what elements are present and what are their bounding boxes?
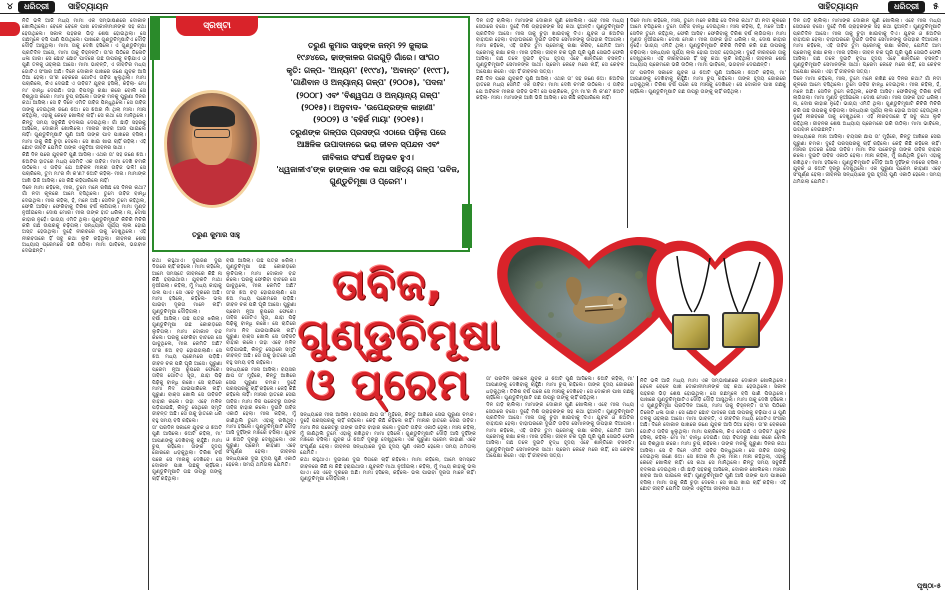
story-column-1 [22, 18, 146, 590]
author-bio [272, 40, 464, 189]
left-page-number: ୪ [7, 2, 13, 12]
bio-line: ଆଞ୍ଚଳିକ ଉପାଦାନରେ ଭରା ଜୀବନ ସ୍ପନ୍ଦନ ଏବଂ [296, 140, 440, 150]
bio-line: ଗୁଣ୍ଡୁଚିମୂଷା ଓ ପ୍ରେମ'। [329, 177, 407, 187]
story-paragraph: କିଛି ଦିନ ପରେ ଯୁବକଟି ପୁଣି ଆସିଲା। ଏଥର ତା' ସହ ଜଣେ ଝିଅ। ଝିଅଟିର ହାତରେ ମଧ୍ୟ ସେମିତି ଏକ ତାବିଜ। ମାମା ଦେଖି ଚମକି ଉଠିଲେ। ଏ ତାବିଜ ଯେ ଅବିକଳ ମୀନାର ତାବିଜ ଭଳି! ସେ ପଚାରିଲେ, ତୁମ ମା'ର ନାଁ କ'ଣ? ଝିଅଟି କହିଲା- ମୀନା। ମାମାଙ୍କ ଆଖି ଭିଜି ଆସିଲା। ସେ କିଛି କହିପାରିଲେ ନାହିଁ। [22, 152, 146, 184]
right-masthead-logo: ଧରିତ୍ରୀ [888, 1, 925, 13]
story-paragraph: ସନ୍ଧ୍ୟାରେ ମୀନା ଆସିଲା। ବୟସର ଛାପ ତା' ମୁହଁରେ, କିନ୍ତୁ ଆଖିରେ ସେଇ ପୁରୁଣା ଚମକ। ଦୁହେଁ ପରସ୍ପରକୁ ଚାହିଁ ରହିଲେ। କେହି କିଛି କହିଲେ ନାହିଁ। ମୀନାର ହାତରେ ସେଇ ତାବିଜ। ମାମା ନିଜ ପକେଟରୁ ତାଙ୍କ ତାବିଜ ବାହାର କଲେ। ଦୁଇଟି ତାବିଜ ଏକାଠି ହେଲା। ମୀନା କହିଲା, ମୁଁ ଜାଣିଥିଲି ତୁମେ ଏହାକୁ ରଖିଥିବ। ମାମା ହସିଲେ। ଗୁଣ୍ଡୁଚିମୂଷାଟି ଦୌଡ଼ି ଆସି ଦୁହିଁଙ୍କ ମଝିରେ ବସିଲା। ଯୁବକ ଓ ଝିଅଟି ଦୂରରୁ ଦେଖୁଥିଲେ। ଏକ ପୁରୁଣା ପ୍ରେମ କାହାଣୀ ଏବେ ସଂପୂର୍ଣ୍ଣ ହେଲା। ଜୀବନର ସନ୍ଧ୍ୟାରେ ଦୁଇ ହୃଦୟ ପୁଣି ଏକାଠି ହେଲେ। ସମୟ ଥମିଗଲା ଯେମିତି। [793, 134, 941, 185]
story-paragraph: ଦିନେ ମାମା କହିଲେ, ମୀନା, ତୁମେ ମନେ ରଖିଛ ସେ ଦିନର କଥା? ଗାଁ ନଦୀ କୂଳରେ ଆମେ ବସିଥିଲେ। ତୁମେ ତାବିଜ ବାନ୍ଧି ଦେଇଥିଲ। ମୀନା କହିଲା, ହଁ, ମନେ ଅଛି। ସେଦିନ ତୁମେ କହିଥିଲ, ଫେରି ଆସିବ। ଫେରିବାକୁ ତିରିଶ ବର୍ଷ ଲାଗିଗଲା। ମାମା ମୁଣ୍ଡ ନୁଆଁଇଲେ। ଦୋଷ ମୋର। ମୀନା ତାଙ୍କ ହାତ ଧରିଲା। ନା, ଦୋଷ କାହାର ନୁହେଁ। ଭାଗ୍ୟ ଏମିତି ଥିଲା। ଗୁଣ୍ଡୁଚିମୂଷାଟି କିଚିରି ମିଚିରି କରି ଗଛ ଉପରକୁ ଚଢ଼ିଗଲା। ସନ୍ଧ୍ୟାର ସୂର୍ଯ୍ୟ ଲାଲ ହୋଇ ଅସ୍ତ ହେଉଥିଲା। ଦୁହେଁ ନୀରବରେ ତାକୁ ଦେଖୁଥିଲେ। ଏହି ନୀରବତାରେ ହିଁ ସବୁ କଥା ଲୁଚି ରହିଥିଲା। ଜୀବନର ଶେଷ ଅଧ୍ୟାୟ ପ୍ରେମରେ ଭରି ଉଠିଲା। ମାମା ଭାବିଲେ, ଭଗବାନ ଦେଇଛନ୍ତି। [793, 76, 941, 133]
story-column-2 [152, 258, 222, 590]
profile-accent-bar [150, 16, 160, 60]
amulet-pendant-icon [672, 314, 710, 350]
profile-banner: ସ୍ରଷ୍ଟା [176, 16, 258, 36]
story-column-4 [300, 412, 476, 590]
author-portrait [164, 90, 260, 208]
section-corner-tab [0, 22, 20, 36]
bio-line: (୨୦୧୫)। ଅନୁବାଦ- 'ଉପେନ୍ଦ୍ରଙ୍କ କାହାଣୀ' [300, 103, 436, 113]
bio-line: ତରୁଣଙ୍କ ଗଳ୍ପର ପ୍ରସଙ୍ଗ ଏଠାରେ ପଢ଼ିଲା ପରେ [290, 127, 446, 137]
story-paragraph: କଥା କହୁଥାଏ। ଦୁଇଜଣ ଦୁଇ ଦିଗରେ ଚାହିଁ ରହିଲେ। ମାମା କହିଲେ, ଆମେ ସମସ୍ତେ ଜୀବନରେ କିଛି ନା କିଛି ହରାଇଥାଉ। ଯୁବକଟି ମାଥା ନୁଆଁଇଲା। କହିଲା, ମୁଁ ମଧ୍ୟ କାହାକୁ ଭଲ ପାଏ। ସେ ଏବେ ଦୂରରେ ଅଛି। ମାମା ହସିଲେ, କହିଲେ- ଭଲ ପାଇବା ଦୂରତା ମାନେ ନାହିଁ। ଗୁଣ୍ଡୁଚିମୂଷା ଦୌଡ଼ିଗଲା। [152, 258, 222, 315]
story-paragraph: ଦିନ ଗଡ଼ି ଚାଲିଲା। ମାମାଙ୍କ ଦୋକାନ ପୁଣି ଖୋଲିଲା। ଏବେ ମୀନା ମଧ୍ୟ ସେଠାରେ ବସେ। ଦୁହେଁ ମିଶି ଗ୍ରାହକଙ୍କ ସହ କଥା ହୁଅନ୍ତି। ଗୁଣ୍ଡୁଚିମୂଷାଟି ପ୍ରତିଦିନ ଆସେ। ମୀନା ତାକୁ ଚୁଡ଼ା ଖାଇବାକୁ ଦିଏ। ଯୁବକ ଓ ଝିଅଟିର ବାହାଘର ହେଲା। ବାହାଘରରେ ଦୁଇଟି ତାବିଜ ସେମାନଙ୍କୁ ଉପହାର ଦିଆଗଲା। ମାମା କହିଲେ, ଏହି ତାବିଜ ତୁମ ପ୍ରେମକୁ ରକ୍ଷା କରିବ, ଯେମିତି ଆମ ପ୍ରେମକୁ ରକ୍ଷା କଲା। ମୀନା ହସିଲା। ଜୀବନ ଚକ ଘୂରି ଘୂରି ପୁଣି ସେଇଠି ଫେରି ଆସିଲା। ଗଛ ତଳେ ଦୁଇଟି ବୃଦ୍ଧ ହୃଦୟ ଏବେ ଶାନ୍ତିରେ ବସନ୍ତି। ଗୁଣ୍ଡୁଚିମୂଷାଟି ସେମାନଙ୍କ ସାଥୀ। ପ୍ରେମ କେବେ ମରେ ନାହିଁ, ସେ କେବଳ ଅପେକ୍ଷା କରେ। ଏହା ହିଁ ଜୀବନର ସତ୍ୟ। [793, 18, 941, 75]
story-column-3 [226, 258, 296, 590]
story-column-8 [640, 378, 786, 590]
title-line: ତାବିଜ, [332, 260, 444, 309]
bio-line: (୨୦୦୨) ଓ 'ବହିର୍ଜ ମାୟା' (୨୦୧୫)। [312, 115, 424, 125]
story-paragraph: ଦିନେ ମାମା କହିଲେ, ମୀନା, ତୁମେ ମନେ ରଖିଛ ସେ ଦିନର କଥା? ଗାଁ ନଦୀ କୂଳରେ ଆମେ ବସିଥିଲେ। ତୁମେ ତାବିଜ ବାନ୍ଧି ଦେଇଥିଲ। ମୀନା କହିଲା, ହଁ, ମନେ ଅଛି। ସେଦିନ ତୁମେ କହିଥିଲ, ଫେରି ଆସିବ। ଫେରିବାକୁ ତିରିଶ ବର୍ଷ ଲାଗିଗଲା। ମାମା ମୁଣ୍ଡ ନୁଆଁଇଲେ। ଦୋଷ ମୋର। ମୀନା ତାଙ୍କ ହାତ ଧରିଲା। ନା, ଦୋଷ କାହାର ନୁହେଁ। ଭାଗ୍ୟ ଏମିତି ଥିଲା। ଗୁଣ୍ଡୁଚିମୂଷାଟି କିଚିରି ମିଚିରି କରି ଗଛ ଉପରକୁ ଚଢ଼ିଗଲା। ସନ୍ଧ୍ୟାର ସୂର୍ଯ୍ୟ ଲାଲ ହୋଇ ଅସ୍ତ ହେଉଥିଲା। ଦୁହେଁ ନୀରବରେ ତାକୁ ଦେଖୁଥିଲେ। ଏହି ନୀରବତାରେ ହିଁ ସବୁ କଥା ଲୁଚି ରହିଥିଲା। ଜୀବନର ଶେଷ ଅଧ୍ୟାୟ ପ୍ରେମରେ ଭରି ଉଠିଲା। ମାମା ଭାବିଲେ, ଭଗବାନ ଦେଇଛନ୍ତି। [630, 18, 786, 69]
bio-line: କୃତି: ଗଳ୍ପ- 'ଅନ୍ୟମ' (୧୯୯୪), 'ଅବାନ୍ତ' (୧୯୯୮), [286, 65, 450, 75]
story-paragraph: ଦିନେ ମାମା କହିଲେ, ମୀନା, ତୁମେ ମନେ ରଖିଛ ସେ ଦିନର କଥା? ଗାଁ ନଦୀ କୂଳରେ ଆମେ ବସିଥିଲେ। ତୁମେ ତାବିଜ ବାନ୍ଧି ଦେଇଥିଲ। ମୀନା କହିଲା, ହଁ, ମନେ ଅଛି। ସେଦିନ ତୁମେ କହିଥିଲ, ଫେରି ଆସିବ। ଫେରିବାକୁ ତିରିଶ ବର୍ଷ ଲାଗିଗଲା। ମାମା ମୁଣ୍ଡ ନୁଆଁଇଲେ। ଦୋଷ ମୋର। ମୀନା ତାଙ୍କ ହାତ ଧରିଲା। ନା, ଦୋଷ କାହାର ନୁହେଁ। ଭାଗ୍ୟ ଏମିତି ଥିଲା। ଗୁଣ୍ଡୁଚିମୂଷାଟି କିଚିରି ମିଚିରି କରି ଗଛ ଉପରକୁ ଚଢ଼ିଗଲା। ସନ୍ଧ୍ୟାର ସୂର୍ଯ୍ୟ ଲାଲ ହୋଇ ଅସ୍ତ ହେଉଥିଲା। ଦୁହେଁ ନୀରବରେ ତାକୁ ଦେଖୁଥିଲେ। ଏହି ନୀରବତାରେ ହିଁ ସବୁ କଥା ଲୁଚି ରହିଥିଲା। ଜୀବନର ଶେଷ ଅଧ୍ୟାୟ ପ୍ରେମରେ ଭରି ଉଠିଲା। ମାମା ଭାବିଲେ, ଭଗବାନ ଦେଇଛନ୍ତି। [22, 184, 146, 255]
story-column-9 [793, 18, 941, 580]
story-paragraph: ସନ୍ଧ୍ୟାରେ ମୀନା ଆସିଲା। ବୟସର ଛାପ ତା' ମୁହଁରେ, କିନ୍ତୁ ଆଖିରେ ସେଇ ପୁରୁଣା ଚମକ। ଦୁହେଁ ପରସ୍ପରକୁ ଚାହିଁ ରହିଲେ। କେହି କିଛି କହିଲେ ନାହିଁ। ମୀନାର ହାତରେ ସେଇ ତାବିଜ। ମାମା ନିଜ ପକେଟରୁ ତାଙ୍କ ତାବିଜ ବାହାର କଲେ। ଦୁଇଟି ତାବିଜ ଏକାଠି ହେଲା। ମୀନା କହିଲା, ମୁଁ ଜାଣିଥିଲି ତୁମେ ଏହାକୁ ରଖିଥିବ। ମାମା ହସିଲେ। ଗୁଣ୍ଡୁଚିମୂଷାଟି ଦୌଡ଼ି ଆସି ଦୁହିଁଙ୍କ ମଝିରେ ବସିଲା। ଯୁବକ ଓ ଝିଅଟି ଦୂରରୁ ଦେଖୁଥିଲେ। ଏକ ପୁରୁଣା ପ୍ରେମ କାହାଣୀ ଏବେ ସଂପୂର୍ଣ୍ଣ ହେଲା। ଜୀବନର ସନ୍ଧ୍ୟାରେ ଦୁଇ ହୃଦୟ ପୁଣି ଏକାଠି ହେଲେ। ସମୟ ଥମିଗଲା ଯେମିତି। [300, 412, 476, 457]
page-footer-number: ପୃଷ୍ଠା-୫ [917, 582, 941, 590]
column-rule [627, 18, 628, 228]
heart-amulet-image [642, 228, 788, 378]
bio-line: ଜୀବିକାର ସଂଘର୍ଷ ଅନୁଭବ ହୁଏ। [322, 152, 414, 162]
story-paragraph: ନିତି ଭଳି ଆଜି ମଧ୍ୟ ମାମା ଏକ ସମ୍ଭାଷଣରେ ଦୋକାନ ଖୋଲିଥିଲେ। ବେଳେ ବେଳେ ପାଖ ଦୋକାନୀମାନଙ୍କ ସହ କଥା ହେଉଥିଲେ। ସକାଳ ପହରର ଭିଡ଼ ଶେଷ ହୋଇଥିଲା। ସେ ଗଛମୂଳେ ବସି ପାଣି ପିଉଥିଲେ। ପାଖରେ ଗୁଣ୍ଡୁଚିମୂଷାଟିଏ ଦୌଡ଼ି ଦୌଡ଼ି ଆସୁଥିଲା। ମାମା ତାକୁ ଦେଖି ହସିଲେ। ଏ ଗୁଣ୍ଡୁଚିମୂଷା ପ୍ରତିଦିନ ଆସେ, ମାମା ତାକୁ ଚିହ୍ନନ୍ତି। ତା'ର ପିଠିରେ ତିନୋଟି ଧଳା ଗାର। ସେ ଛୋଟ ଛୋଟ ପାଦରେ ଗଛ ଉପରକୁ ଚଢ଼ିଯାଏ ଓ ପୁଣି ତଳକୁ ଓହ୍ଲାଇ ଆସେ। ମାମା ଭାବନ୍ତି, ଏ ଜୀବଟିର ମଧ୍ୟ ଗୋଟିଏ ସଂସାର ଅଛି। ଦିନେ ଦୋକାନ ପାଖରେ ଜଣେ ଯୁବକ ଆସି ଠିଆ ହେଲା। ତା'ର ବେକରେ ଗୋଟିଏ ତାବିଜ ଝୁଲୁଥିଲା। ମାମା ପଚାରିଲେ, କିଏ ଦେଇଛି ଏ ତାବିଜ? ଯୁବକ ହସିଲା, କହିଲା- ମୋ ମା' ବାନ୍ଧି ଦେଇଛି। ତାହା ବିପଦରୁ ରକ୍ଷା କରେ ବୋଲି ସେ ବିଶ୍ୱାସ କରେ। ମାମା ଚୁପ୍ ରହିଲେ। ତାଙ୍କ ମନକୁ ପୁରୁଣା ଦିନର କଥା ଆସିଲା। ସେ ବି ଦିନେ ଏମିତି ତାବିଜ ପିନ୍ଧୁଥିଲେ। ସେ ତାବିଜ ତାଙ୍କୁ ଦେଇଥିଲା ଜଣେ ଝିଅ। ସେ ଝିଅର ନାଁ ଥିଲା ମୀନା। ମୀନା କହିଥିଲା, ଏହାକୁ କେବେ ଖୋଲିବ ନାହିଁ। ସେ କଥା ସେ ମାନିଥିଲେ। କିନ୍ତୁ ସମୟ ସବୁକିଛି ବଦଳାଇ ଦେଇଥିଲା। ଗାଁ ଛାଡ଼ି ସହରକୁ ଆସିଲେ, ଦୋକାନ ଖୋଲିଲେ। ମୀନାର ଖବର ଆଉ ପାଇଲେ ନାହିଁ। ଗୁଣ୍ଡୁଚିମୂଷାଟି ପୁଣି ଆସି ତାଙ୍କ ପାଦ ପାଖରେ ବସିଲା। ମାମା ତାକୁ କିଛି ଚୁଡ଼ା ଦେଲେ। ସେ ଖାଇ ଖାଇ ଚାହିଁ ରହିଲା। ଏହି ଛୋଟ ଜୀବଟି ଯେମିତି ତାଙ୍କ ଏକୁଟିଆ ଜୀବନର ସାଥୀ। [640, 378, 786, 492]
left-masthead-logo: ଧରିତ୍ରୀ [18, 1, 55, 13]
story-paragraph: ବର୍ଷା ଆସିଲା। ଗଛ ପତ୍ର ଝରିଲା। ଗୁଣ୍ଡୁଚିମୂଷା ଗଛ କୋରଡ଼ରେ ଲୁଚିଗଲା। ମାମା ଦୋକାନ ବନ୍ଦ କଲେ। ଘରକୁ ଫେରିବା ବାଟରେ ସେ ଭାବୁଥିଲେ, ମୀନା କେମିତି ଅଛି? ତା'ର ଝିଅ ବଡ଼ ହୋଇଗଲାଣି। ସେ ଝିଅ ମଧ୍ୟ ପ୍ରେମରେ ପଡ଼ିଛି। ଜୀବନ ଚକ ପରି ଘୂରି ଆସେ। ପୁରୁଣା ପ୍ରେମ ନୂଆ ରୂପରେ ଫେରେ। ତାବିଜ ଗୋଟିଏ ସୂତା, ଯାହା ପିଢ଼ି ପିଢ଼ିକୁ ବାନ୍ଧି ରଖେ। ସେ ରାତିରେ ମାମା ନିଦ ଯାଇପାରିଲେ ନାହିଁ। ପୁରୁଣା ବାକ୍ସ ଖୋଲି ସେ ତାବିଜଟି ବାହାର କଲେ। ତାହା ଏବେ ମଳିନ ପଡ଼ିଯାଇଛି, କିନ୍ତୁ ସେଥିରେ ସ୍ମୃତି ଜୀବନ୍ତ ଅଛି। ସେ ତାକୁ ହାତରେ ଧରି ବହୁ ସମୟ ବସି ରହିଲେ। [226, 258, 296, 366]
author-profile-box [152, 16, 470, 252]
bio-line: ୧୯୬୪ରେ, ଢାଙ୍କାଳର ଗରଗୁଡ଼ି ଗାଁରେ। ସାଂଗଠ [296, 53, 440, 63]
column-rule [637, 376, 638, 590]
story-paragraph: କିଛି ଦିନ ପରେ ଯୁବକଟି ପୁଣି ଆସିଲା। ଏଥର ତା' ସହ ଜଣେ ଝିଅ। ଝିଅଟିର ହାତରେ ମଧ୍ୟ ସେମିତି ଏକ ତାବିଜ। ମାମା ଦେଖି ଚମକି ଉଠିଲେ। ଏ ତାବିଜ ଯେ ଅବିକଳ ମୀନାର ତାବିଜ ଭଳି! ସେ ପଚାରିଲେ, ତୁମ ମା'ର ନାଁ କ'ଣ? ଝିଅଟି କହିଲା- ମୀନା। ମାମାଙ୍କ ଆଖି ଭିଜି ଆସିଲା। ସେ କିଛି କହିପାରିଲେ ନାହିଁ। [476, 76, 624, 102]
page-header [0, 0, 945, 14]
right-section-title: ସାହିତ୍ୟାୟନ [818, 2, 859, 12]
story-column-6 [630, 18, 786, 232]
left-section-title: ସାହିତ୍ୟାୟନ [68, 2, 109, 12]
column-rule [789, 18, 790, 590]
author-name-caption: ତରୁଣ କୁମାର ସାହୁ [191, 231, 240, 239]
story-paragraph: ବର୍ଷା ଆସିଲା। ଗଛ ପତ୍ର ଝରିଲା। ଗୁଣ୍ଡୁଚିମୂଷା ଗଛ କୋରଡ଼ରେ ଲୁଚିଗଲା। ମାମା ଦୋକାନ ବନ୍ଦ କଲେ। ଘରକୁ ଫେରିବା ବାଟରେ ସେ ଭାବୁଥିଲେ, ମୀନା କେମିତି ଅଛି? ତା'ର ଝିଅ ବଡ଼ ହୋଇଗଲାଣି। ସେ ଝିଅ ମଧ୍ୟ ପ୍ରେମରେ ପଡ଼ିଛି। ଜୀବନ ଚକ ପରି ଘୂରି ଆସେ। ପୁରୁଣା ପ୍ରେମ ନୂଆ ରୂପରେ ଫେରେ। ତାବିଜ ଗୋଟିଏ ସୂତା, ଯାହା ପିଢ଼ି ପିଢ଼ିକୁ ବାନ୍ଧି ରଖେ। ସେ ରାତିରେ ମାମା ନିଦ ଯାଇପାରିଲେ ନାହିଁ। ପୁରୁଣା ବାକ୍ସ ଖୋଲି ସେ ତାବିଜଟି ବାହାର କଲେ। ତାହା ଏବେ ମଳିନ ପଡ଼ିଯାଇଛି, କିନ୍ତୁ ସେଥିରେ ସ୍ମୃତି ଜୀବନ୍ତ ଅଛି। ସେ ତାକୁ ହାତରେ ଧରି ବହୁ ସମୟ ବସି ରହିଲେ। [152, 316, 222, 424]
story-paragraph: ତା' ପରଦିନ ସକାଳେ ଯୁବକ ଓ ଝିଅଟି ପୁଣି ଆସିଲେ। ଝିଅଟି କହିଲା, ମା' ଆପଣଙ୍କୁ ଦେଖିବାକୁ ଚାହୁଁଛି। ମାମା ଚୁପ୍ ରହିଲେ। ତାଙ୍କ ହୃଦୟ ଜୋରରେ ଧଡ଼କୁଥିଲା। ତିରିଶ ବର୍ଷ ପରେ ସେ ମୀନାକୁ ଦେଖିବେ। ସେ ଦୋକାନ ପାଖ ଗଛକୁ ଚାହିଁଲେ। ଗୁଣ୍ଡୁଚିମୂଷାଟି ଗଛ ଉପରୁ ତାଙ୍କୁ ଚାହିଁ ରହିଥିଲା। [486, 376, 634, 402]
story-paragraph: ଦିନ ଗଡ଼ି ଚାଲିଲା। ମାମାଙ୍କ ଦୋକାନ ପୁଣି ଖୋଲିଲା। ଏବେ ମୀନା ମଧ୍ୟ ସେଠାରେ ବସେ। ଦୁହେଁ ମିଶି ଗ୍ରାହକଙ୍କ ସହ କଥା ହୁଅନ୍ତି। ଗୁଣ୍ଡୁଚିମୂଷାଟି ପ୍ରତିଦିନ ଆସେ। ମୀନା ତାକୁ ଚୁଡ଼ା ଖାଇବାକୁ ଦିଏ। ଯୁବକ ଓ ଝିଅଟିର ବାହାଘର ହେଲା। ବାହାଘରରେ ଦୁଇଟି ତାବିଜ ସେମାନଙ୍କୁ ଉପହାର ଦିଆଗଲା। ମାମା କହିଲେ, ଏହି ତାବିଜ ତୁମ ପ୍ରେମକୁ ରକ୍ଷା କରିବ, ଯେମିତି ଆମ ପ୍ରେମକୁ ରକ୍ଷା କଲା। ମୀନା ହସିଲା। ଜୀବନ ଚକ ଘୂରି ଘୂରି ପୁଣି ସେଇଠି ଫେରି ଆସିଲା। ଗଛ ତଳେ ଦୁଇଟି ବୃଦ୍ଧ ହୃଦୟ ଏବେ ଶାନ୍ତିରେ ବସନ୍ତି। ଗୁଣ୍ଡୁଚିମୂଷାଟି ସେମାନଙ୍କ ସାଥୀ। ପ୍ରେମ କେବେ ମରେ ନାହିଁ, ସେ କେବଳ ଅପେକ୍ଷା କରେ। ଏହା ହିଁ ଜୀବନର ସତ୍ୟ। [486, 402, 634, 460]
profile-accent-bar [462, 204, 472, 248]
story-title [298, 260, 501, 410]
bio-line: (୨୦୦୮) ଏବଂ 'ବିଶ୍ୱପଥ ଓ ଅନ୍ୟାନ୍ୟ ଗଳ୍ପ' [295, 90, 441, 100]
amulet-pendant-icon [722, 312, 760, 348]
story-paragraph: ନିତି ଭଳି ଆଜି ମଧ୍ୟ ମାମା ଏକ ସମ୍ଭାଷଣରେ ଦୋକାନ ଖୋଲିଥିଲେ। ବେଳେ ବେଳେ ପାଖ ଦୋକାନୀମାନଙ୍କ ସହ କଥା ହେଉଥିଲେ। ସକାଳ ପହରର ଭିଡ଼ ଶେଷ ହୋଇଥିଲା। ସେ ଗଛମୂଳେ ବସି ପାଣି ପିଉଥିଲେ। ପାଖରେ ଗୁଣ୍ଡୁଚିମୂଷାଟିଏ ଦୌଡ଼ି ଦୌଡ଼ି ଆସୁଥିଲା। ମାମା ତାକୁ ଦେଖି ହସିଲେ। ଏ ଗୁଣ୍ଡୁଚିମୂଷା ପ୍ରତିଦିନ ଆସେ, ମାମା ତାକୁ ଚିହ୍ନନ୍ତି। ତା'ର ପିଠିରେ ତିନୋଟି ଧଳା ଗାର। ସେ ଛୋଟ ଛୋଟ ପାଦରେ ଗଛ ଉପରକୁ ଚଢ଼ିଯାଏ ଓ ପୁଣି ତଳକୁ ଓହ୍ଲାଇ ଆସେ। ମାମା ଭାବନ୍ତି, ଏ ଜୀବଟିର ମଧ୍ୟ ଗୋଟିଏ ସଂସାର ଅଛି। ଦିନେ ଦୋକାନ ପାଖରେ ଜଣେ ଯୁବକ ଆସି ଠିଆ ହେଲା। ତା'ର ବେକରେ ଗୋଟିଏ ତାବିଜ ଝୁଲୁଥିଲା। ମାମା ପଚାରିଲେ, କିଏ ଦେଇଛି ଏ ତାବିଜ? ଯୁବକ ହସିଲା, କହିଲା- ମୋ ମା' ବାନ୍ଧି ଦେଇଛି। ତାହା ବିପଦରୁ ରକ୍ଷା କରେ ବୋଲି ସେ ବିଶ୍ୱାସ କରେ। ମାମା ଚୁପ୍ ରହିଲେ। ତାଙ୍କ ମନକୁ ପୁରୁଣା ଦିନର କଥା ଆସିଲା। ସେ ବି ଦିନେ ଏମିତି ତାବିଜ ପିନ୍ଧୁଥିଲେ। ସେ ତାବିଜ ତାଙ୍କୁ ଦେଇଥିଲା ଜଣେ ଝିଅ। ସେ ଝିଅର ନାଁ ଥିଲା ମୀନା। ମୀନା କହିଥିଲା, ଏହାକୁ କେବେ ଖୋଲିବ ନାହିଁ। ସେ କଥା ସେ ମାନିଥିଲେ। କିନ୍ତୁ ସମୟ ସବୁକିଛି ବଦଳାଇ ଦେଇଥିଲା। ଗାଁ ଛାଡ଼ି ସହରକୁ ଆସିଲେ, ଦୋକାନ ଖୋଲିଲେ। ମୀନାର ଖବର ଆଉ ପାଇଲେ ନାହିଁ। ଗୁଣ୍ଡୁଚିମୂଷାଟି ପୁଣି ଆସି ତାଙ୍କ ପାଦ ପାଖରେ ବସିଲା। ମାମା ତାକୁ କିଛି ଚୁଡ଼ା ଦେଲେ। ସେ ଖାଇ ଖାଇ ଚାହିଁ ରହିଲା। ଏହି ଛୋଟ ଜୀବଟି ଯେମିତି ତାଙ୍କ ଏକୁଟିଆ ଜୀବନର ସାଥୀ। [22, 18, 146, 151]
bio-line: ତରୁଣ କୁମାର ସାହୁଙ୍କ ଜନ୍ମ ୨୨ ଜୁଲାଇ [307, 41, 429, 50]
story-paragraph: କଥା କହୁଥାଏ। ଦୁଇଜଣ ଦୁଇ ଦିଗରେ ଚାହିଁ ରହିଲେ। ମାମା କହିଲେ, ଆମେ ସମସ୍ତେ ଜୀବନରେ କିଛି ନା କିଛି ହରାଇଥାଉ। ଯୁବକଟି ମାଥା ନୁଆଁଇଲା। କହିଲା, ମୁଁ ମଧ୍ୟ କାହାକୁ ଭଲ ପାଏ। ସେ ଏବେ ଦୂରରେ ଅଛି। ମାମା ହସିଲେ, କହିଲେ- ଭଲ ପାଇବା ଦୂରତା ମାନେ ନାହିଁ। ଗୁଣ୍ଡୁଚିମୂଷା ଦୌଡ଼ିଗଲା। [300, 457, 476, 483]
title-line: ଗୁଣ୍ଡୁଚିମୂଷା [298, 310, 501, 359]
column-rule [148, 18, 149, 590]
story-paragraph: ଦିନ ଗଡ଼ି ଚାଲିଲା। ମାମାଙ୍କ ଦୋକାନ ପୁଣି ଖୋଲିଲା। ଏବେ ମୀନା ମଧ୍ୟ ସେଠାରେ ବସେ। ଦୁହେଁ ମିଶି ଗ୍ରାହକଙ୍କ ସହ କଥା ହୁଅନ୍ତି। ଗୁଣ୍ଡୁଚିମୂଷାଟି ପ୍ରତିଦିନ ଆସେ। ମୀନା ତାକୁ ଚୁଡ଼ା ଖାଇବାକୁ ଦିଏ। ଯୁବକ ଓ ଝିଅଟିର ବାହାଘର ହେଲା। ବାହାଘରରେ ଦୁଇଟି ତାବିଜ ସେମାନଙ୍କୁ ଉପହାର ଦିଆଗଲା। ମାମା କହିଲେ, ଏହି ତାବିଜ ତୁମ ପ୍ରେମକୁ ରକ୍ଷା କରିବ, ଯେମିତି ଆମ ପ୍ରେମକୁ ରକ୍ଷା କଲା। ମୀନା ହସିଲା। ଜୀବନ ଚକ ଘୂରି ଘୂରି ପୁଣି ସେଇଠି ଫେରି ଆସିଲା। ଗଛ ତଳେ ଦୁଇଟି ବୃଦ୍ଧ ହୃଦୟ ଏବେ ଶାନ୍ତିରେ ବସନ୍ତି। ଗୁଣ୍ଡୁଚିମୂଷାଟି ସେମାନଙ୍କ ସାଥୀ। ପ୍ରେମ କେବେ ମରେ ନାହିଁ, ସେ କେବଳ ଅପେକ୍ଷା କରେ। ଏହା ହିଁ ଜୀବନର ସତ୍ୟ। [476, 18, 624, 75]
title-line: ଓ ପ୍ରେମ [305, 360, 471, 409]
bio-line: 'ଗାଣିବାନ ଓ ଅନ୍ୟାନ୍ୟ ଗଳ୍ପ' (୨୦୦୫), 'ପଦନା' [290, 78, 446, 88]
story-paragraph: ତା' ପରଦିନ ସକାଳେ ଯୁବକ ଓ ଝିଅଟି ପୁଣି ଆସିଲେ। ଝିଅଟି କହିଲା, ମା' ଆପଣଙ୍କୁ ଦେଖିବାକୁ ଚାହୁଁଛି। ମାମା ଚୁପ୍ ରହିଲେ। ତାଙ୍କ ହୃଦୟ ଜୋରରେ ଧଡ଼କୁଥିଲା। ତିରିଶ ବର୍ଷ ପରେ ସେ ମୀନାକୁ ଦେଖିବେ। ସେ ଦୋକାନ ପାଖ ଗଛକୁ ଚାହିଁଲେ। ଗୁଣ୍ଡୁଚିମୂଷାଟି ଗଛ ଉପରୁ ତାଙ୍କୁ ଚାହିଁ ରହିଥିଲା। [152, 424, 222, 482]
story-column-5 [476, 18, 624, 228]
bio-line: 'ଧ୍ୱଜାଳୀଏ'ଙ୍କ ଢାଙ୍କାଳ ଏକ କଥା ସାହିତ୍ୟ ଗଳ୍ପ 'ତାବିଜ, [276, 165, 460, 175]
story-paragraph: ତା' ପରଦିନ ସକାଳେ ଯୁବକ ଓ ଝିଅଟି ପୁଣି ଆସିଲେ। ଝିଅଟି କହିଲା, ମା' ଆପଣଙ୍କୁ ଦେଖିବାକୁ ଚାହୁଁଛି। ମାମା ଚୁପ୍ ରହିଲେ। ତାଙ୍କ ହୃଦୟ ଜୋରରେ ଧଡ଼କୁଥିଲା। ତିରିଶ ବର୍ଷ ପରେ ସେ ମୀନାକୁ ଦେଖିବେ। ସେ ଦୋକାନ ପାଖ ଗଛକୁ ଚାହିଁଲେ। ଗୁଣ୍ଡୁଚିମୂଷାଟି ଗଛ ଉପରୁ ତାଙ୍କୁ ଚାହିଁ ରହିଥିଲା। [630, 69, 786, 95]
story-paragraph: ସନ୍ଧ୍ୟାରେ ମୀନା ଆସିଲା। ବୟସର ଛାପ ତା' ମୁହଁରେ, କିନ୍ତୁ ଆଖିରେ ସେଇ ପୁରୁଣା ଚମକ। ଦୁହେଁ ପରସ୍ପରକୁ ଚାହିଁ ରହିଲେ। କେହି କିଛି କହିଲେ ନାହିଁ। ମୀନାର ହାତରେ ସେଇ ତାବିଜ। ମାମା ନିଜ ପକେଟରୁ ତାଙ୍କ ତାବିଜ ବାହାର କଲେ। ଦୁଇଟି ତାବିଜ ଏକାଠି ହେଲା। ମୀନା କହିଲା, ମୁଁ ଜାଣିଥିଲି ତୁମେ ଏହାକୁ ରଖିଥିବ। ମାମା ହସିଲେ। ଗୁଣ୍ଡୁଚିମୂଷାଟି ଦୌଡ଼ି ଆସି ଦୁହିଁଙ୍କ ମଝିରେ ବସିଲା। ଯୁବକ ଓ ଝିଅଟି ଦୂରରୁ ଦେଖୁଥିଲେ। ଏକ ପୁରୁଣା ପ୍ରେମ କାହାଣୀ ଏବେ ସଂପୂର୍ଣ୍ଣ ହେଲା। ଜୀବନର ସନ୍ଧ୍ୟାରେ ଦୁଇ ହୃଦୟ ପୁଣି ଏକାଠି ହେଲେ। ସମୟ ଥମିଗଲା ଯେମିତି। [226, 366, 296, 468]
story-column-7 [486, 376, 634, 590]
right-page-number: ୫ [933, 2, 939, 12]
